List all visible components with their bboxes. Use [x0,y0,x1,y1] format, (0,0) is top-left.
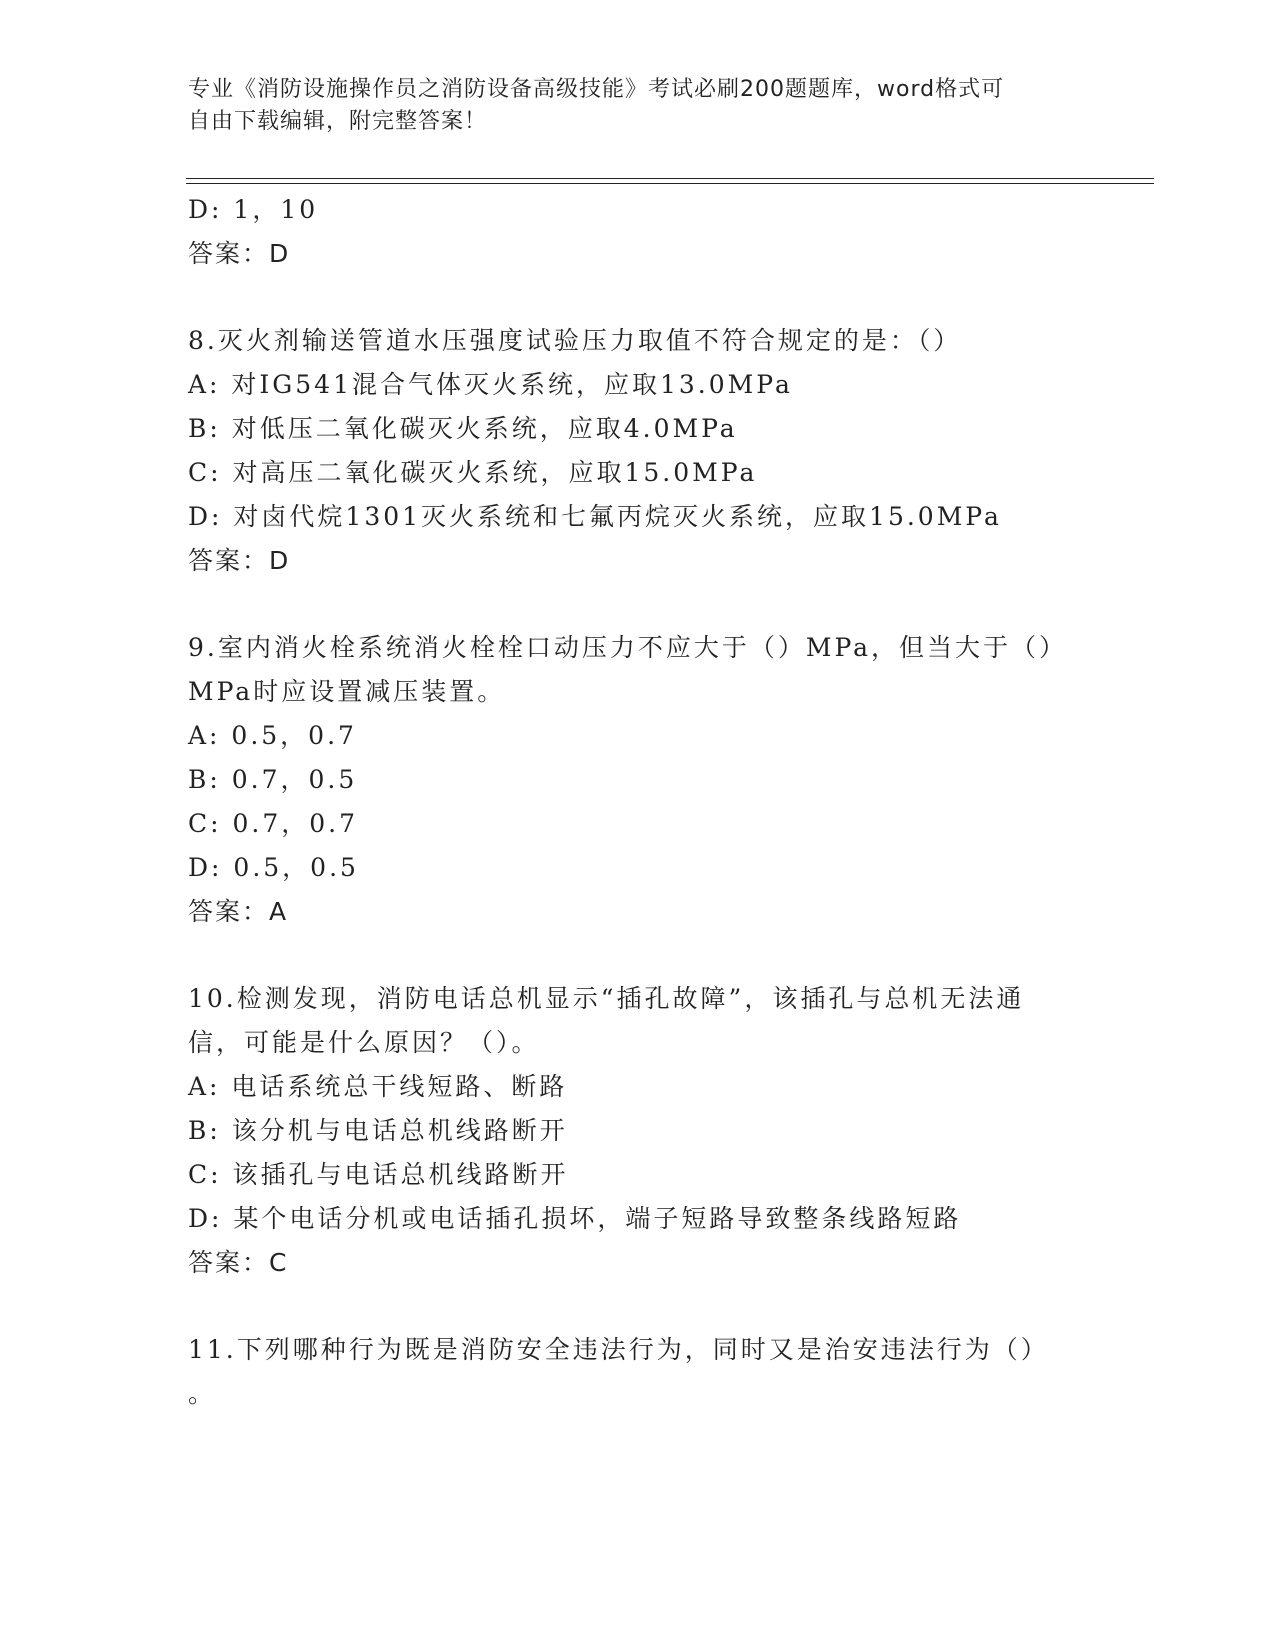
question-stem: 9.室内消火栓系统消火栓栓口动压力不应大于（）MPa，但当大于（） [188,633,1068,662]
option-d: D: 某个电话分机或电话插孔损坏，端子短路导致整条线路短路 [188,1204,962,1233]
answer: 答案：A [188,897,289,926]
question-stem-continued: 信，可能是什么原因？（）。 [188,1028,540,1057]
option-d: D: 0.5，0.5 [188,853,359,882]
option-b: B: 对低压二氧化碳灭火系统，应取4.0MPa [188,414,738,443]
option-c: C: 对高压二氧化碳灭火系统，应取15.0MPa [188,458,758,487]
option-c: C: 该插孔与电话总机线路断开 [188,1160,569,1189]
header-line-1: 专业《消防设施操作员之消防设备高级技能》考试必刷200题题库，word格式可 [188,77,1005,102]
answer: 答案：D [188,546,291,575]
option-a: A: 电话系统总干线短路、断路 [188,1072,568,1101]
option-d: D: 对卤代烷1301灭火系统和七氟丙烷灭火系统，应取15.0MPa [188,502,1002,531]
question-stem-continued: 。 [188,1379,217,1408]
answer: 答案：C [188,1248,289,1277]
option-a: A: 0.5，0.7 [188,721,357,750]
question-stem: 8.灭火剂输送管道水压强度试验压力取值不符合规定的是：（） [188,326,962,355]
document-header [188,74,1088,138]
question-stem: 11.下列哪种行为既是消防安全违法行为，同时又是治安违法行为（） [188,1335,1049,1364]
option-c: C: 0.7，0.7 [188,809,359,838]
option-d: D: 1，10 [188,195,319,224]
header-line-2: 自由下载编辑，附完整答案！ [188,109,488,134]
question-stem: 10.检测发现，消防电话总机显示“插孔故障”，该插孔与总机无法通 [188,984,1025,1013]
option-a: A: 对IG541混合气体灭火系统，应取13.0MPa [188,370,793,399]
header-divider-top [186,178,1154,179]
option-b: B: 0.7，0.5 [188,765,358,794]
header-divider-bottom [186,183,1154,184]
question-stem-continued: MPa时应设置减压装置。 [188,677,506,706]
answer: 答案：D [188,239,291,268]
option-b: B: 该分机与电话总机线路断开 [188,1116,568,1145]
